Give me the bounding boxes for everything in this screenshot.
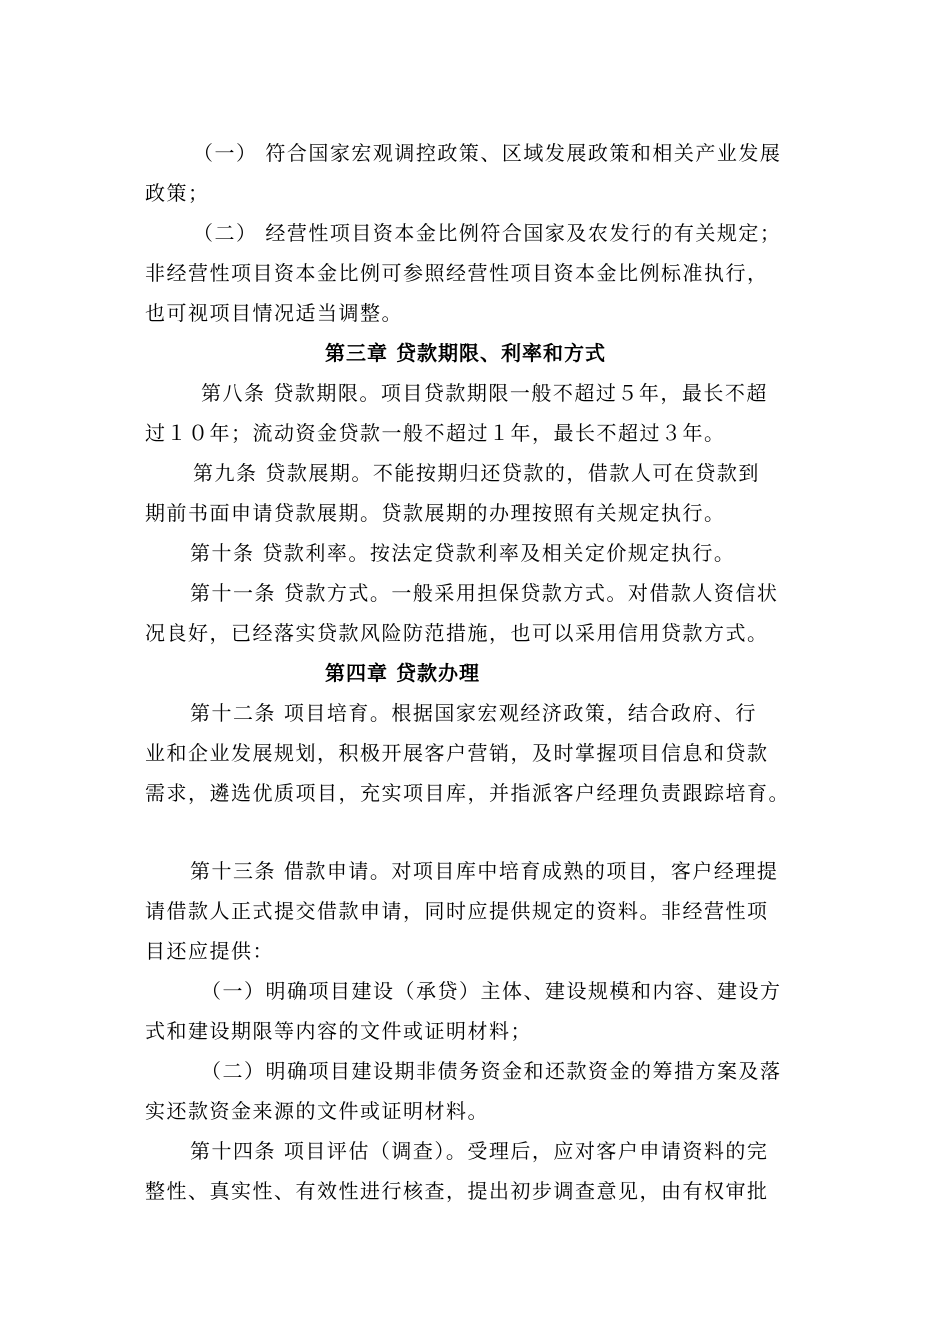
article-11-line-2: 况良好，已经落实贷款风险防范措施，也可以采用信用贷款方式。 [145,621,769,645]
item-1-line-1: （一） 符合国家宏观调控政策、区域发展政策和相关产业发展 [193,141,782,165]
chapter-3-heading: 第三章 贷款期限、利率和方式 [325,341,606,365]
article-12-line-3: 需求，遴选优质项目，充实项目库，并指派客户经理负责跟踪培育。 [145,781,790,805]
article-8-line-1: 第八条 贷款期限。项目贷款期限一般不超过５年，最长不超 [201,381,768,405]
article-13-item-1-line-2: 式和建设期限等内容的文件或证明材料； [145,1019,532,1043]
article-13-item-2-line-2: 实还款资金来源的文件或证明材料。 [145,1099,489,1123]
article-14-line-1: 第十四条 项目评估（调查）。受理后，应对客户申请资料的完 [190,1139,769,1163]
article-10-line-1: 第十条 贷款利率。按法定贷款利率及相关定价规定执行。 [190,541,736,565]
article-8-line-2: 过１０年；流动资金贷款一般不超过１年，最长不超过３年。 [145,421,726,445]
article-13-item-1-line-1: （一）明确项目建设（承贷）主体、建设规模和内容、建设方 [201,979,782,1003]
article-9-line-2: 期前书面申请贷款展期。贷款展期的办理按照有关规定执行。 [145,501,726,525]
article-9-line-1: 第九条 贷款展期。不能按期归还贷款的，借款人可在贷款到 [193,461,760,485]
article-12-line-1: 第十二条 项目培育。根据国家宏观经济政策，结合政府、行 [190,701,757,725]
item-2-line-1: （二） 经营性项目资本金比例符合国家及农发行的有关规定； [193,221,782,245]
article-12-line-2: 业和企业发展规划，积极开展客户营销，及时掌握项目信息和贷款 [145,741,769,765]
item-2-line-3: 也可视项目情况适当调整。 [145,301,403,325]
article-13-line-3: 目还应提供： [145,939,274,963]
article-13-line-2: 请借款人正式提交借款申请，同时应提供规定的资料。非经营性项 [145,899,769,923]
article-13-item-2-line-1: （二）明确项目建设期非债务资金和还款资金的筹措方案及落 [201,1059,782,1083]
article-13-line-1: 第十三条 借款申请。对项目库中培育成熟的项目，客户经理提 [190,859,779,883]
article-11-line-1: 第十一条 贷款方式。一般采用担保贷款方式。对借款人资信状 [190,581,779,605]
chapter-4-heading: 第四章 贷款办理 [325,661,480,685]
item-1-line-2: 政策； [145,181,210,205]
item-2-line-2: 非经营性项目资本金比例可参照经营性项目资本金比例标准执行， [145,261,769,285]
article-14-line-2: 整性、真实性、有效性进行核查，提出初步调查意见，由有权审批 [145,1179,769,1203]
